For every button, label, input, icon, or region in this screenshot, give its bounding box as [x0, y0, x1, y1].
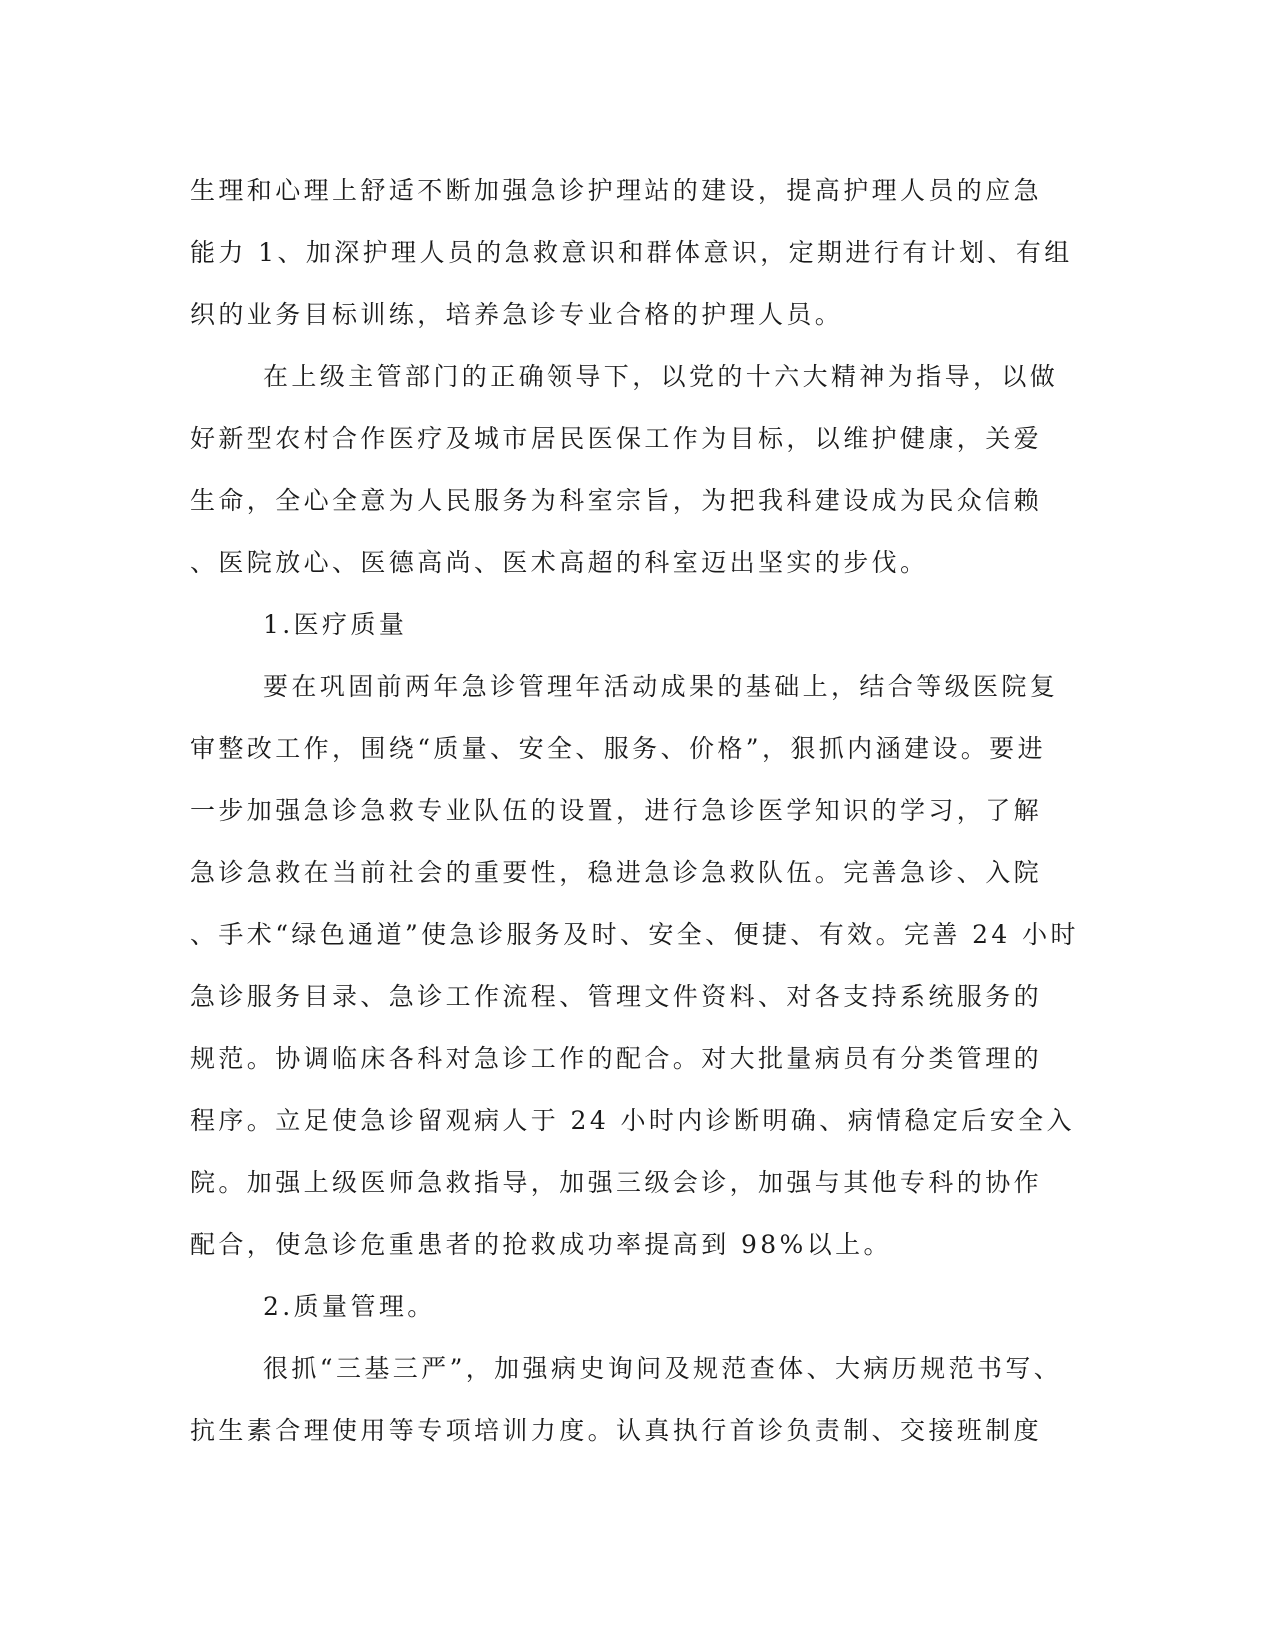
text-line: 规范。协调临床各科对急诊工作的配合。对大批量病员有分类管理的 — [190, 1044, 1043, 1073]
text-line: 抗生素合理使用等专项培训力度。认真执行首诊负责制、交接班制度 — [190, 1416, 1043, 1445]
text-line: 、手术“绿色通道”使急诊服务及时、安全、便捷、有效。完善 24 小时 — [190, 920, 1079, 949]
text-line: 一步加强急诊急救专业队伍的设置，进行急诊医学知识的学习，了解 — [190, 796, 1043, 825]
text-line: 要在巩固前两年急诊管理年活动成果的基础上，结合等级医院复 — [263, 672, 1059, 701]
text-line: 审整改工作，围绕“质量、安全、服务、价格”，狠抓内涵建设。要进 — [190, 734, 1046, 763]
text-line: 生命，全心全意为人民服务为科室宗旨，为把我科建设成为民众信赖 — [190, 486, 1043, 515]
text-line: 、医院放心、医德高尚、医术高超的科室迈出坚实的步伐。 — [190, 548, 929, 577]
section-heading: 1.医疗质量 — [263, 610, 408, 639]
text-line: 能力 1、加深护理人员的急救意识和群体意识，定期进行有计划、有组 — [190, 238, 1073, 267]
text-line: 院。加强上级医师急救指导，加强三级会诊，加强与其他专科的协作 — [190, 1168, 1043, 1197]
text-line: 程序。立足使急诊留观病人于 24 小时内诊断明确、病情稳定后安全入 — [190, 1106, 1075, 1135]
text-line: 急诊急救在当前社会的重要性，稳进急诊急救队伍。完善急诊、入院 — [190, 858, 1043, 887]
text-line: 织的业务目标训练，培养急诊专业合格的护理人员。 — [190, 300, 844, 329]
body-text — [190, 160, 1080, 1462]
text-line: 生理和心理上舒适不断加强急诊护理站的建设，提高护理人员的应急 — [190, 176, 1043, 205]
text-line: 急诊服务目录、急诊工作流程、管理文件资料、对各支持系统服务的 — [190, 982, 1043, 1011]
text-line: 很抓“三基三严”，加强病史询问及规范查体、大病历规范书写、 — [263, 1354, 1063, 1383]
text-line: 配合，使急诊危重患者的抢救成功率提高到 98%以上。 — [190, 1230, 892, 1259]
text-line: 在上级主管部门的正确领导下，以党的十六大精神为指导，以做 — [263, 362, 1059, 391]
text-line: 好新型农村合作医疗及城市居民医保工作为目标，以维护健康，关爱 — [190, 424, 1043, 453]
section-heading: 2.质量管理。 — [263, 1292, 436, 1321]
